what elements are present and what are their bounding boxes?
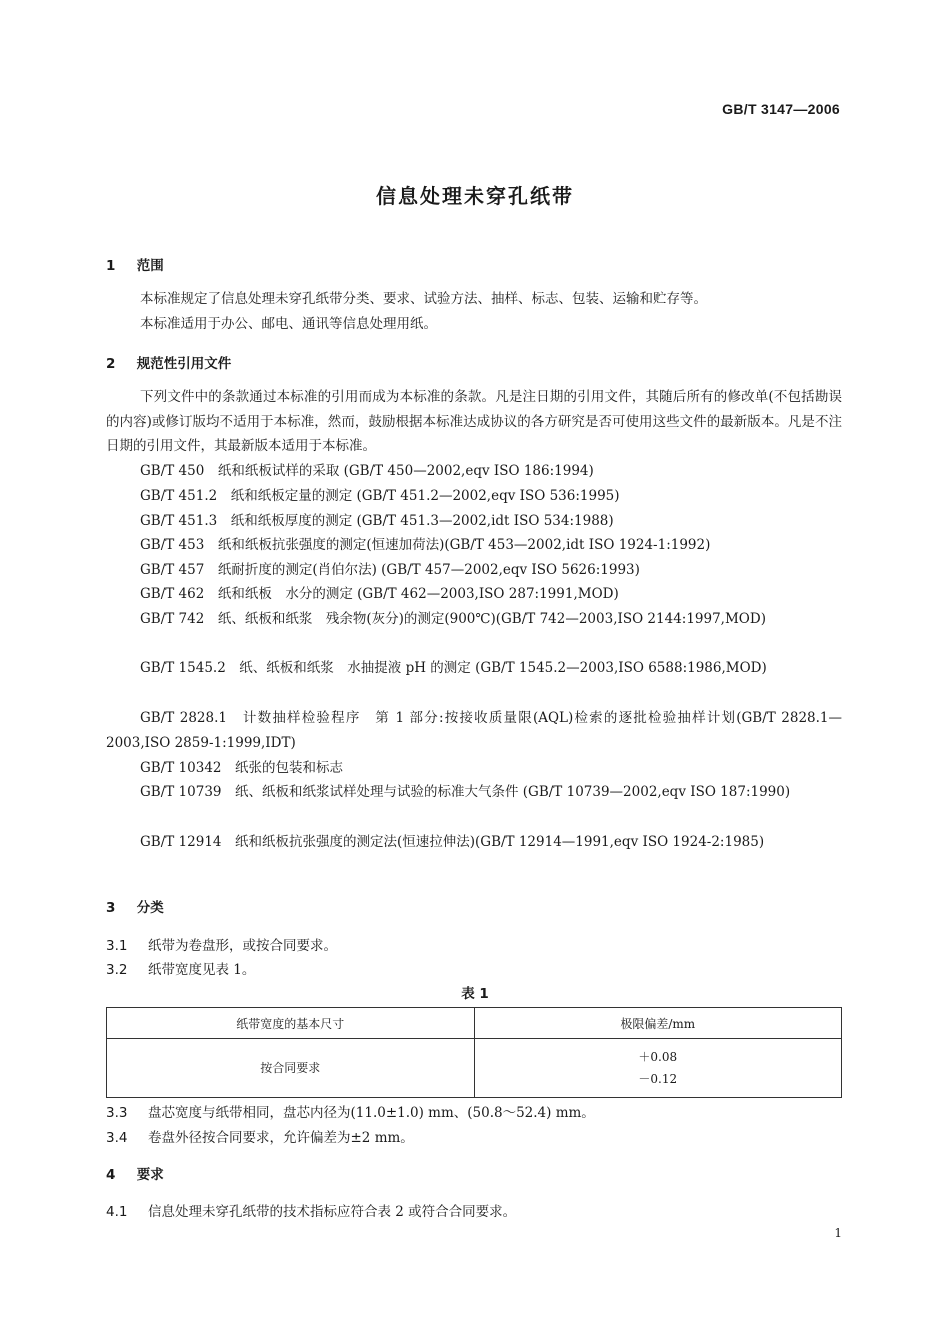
reference-item: GB/T 10342 纸张的包装和标志 bbox=[140, 760, 343, 776]
tolerance-minus: －0.12 bbox=[638, 1072, 678, 1086]
clause-text: 卷盘外径按合同要求，允许偏差为±2 mm。 bbox=[148, 1130, 414, 1146]
page-number: 1 bbox=[834, 1226, 842, 1240]
reference-item: GB/T 451.2 纸和纸板定量的测定 (GB/T 451.2—2002,eqv ISO 536:1995) bbox=[140, 488, 620, 504]
reference-item: GB/T 451.3 纸和纸板厚度的测定 (GB/T 451.3—2002,idt ISO 534:1988) bbox=[140, 513, 614, 529]
section-title: 要求 bbox=[136, 1167, 164, 1183]
clause-number: 3.3 bbox=[106, 1105, 128, 1121]
clause bbox=[106, 1101, 595, 1121]
reference-item: GB/T 462 纸和纸板 水分的测定 (GB/T 462—2003,ISO 287:1991,MOD) bbox=[140, 586, 619, 602]
section-heading-normative-references bbox=[106, 352, 231, 372]
table-1 bbox=[106, 1007, 842, 1098]
table-cell: 按合同要求 bbox=[107, 1039, 475, 1098]
clause bbox=[106, 1126, 414, 1146]
table-header-row bbox=[107, 1008, 842, 1039]
clause-number: 3.4 bbox=[106, 1130, 128, 1146]
section-number: 1 bbox=[106, 258, 116, 274]
table-row bbox=[107, 1039, 842, 1098]
table-cell-tolerance bbox=[474, 1039, 842, 1098]
reference-item: GB/T 457 纸耐折度的测定(肖伯尔法) (GB/T 457—2002,eqv ISO 5626:1993) bbox=[140, 562, 640, 578]
clause-number: 3.2 bbox=[106, 962, 128, 978]
clause-text: 纸带宽度见表 1。 bbox=[148, 962, 256, 978]
clause-number: 4.1 bbox=[106, 1204, 128, 1220]
reference-item: GB/T 742 纸、纸板和纸浆 残余物(灰分)的测定(900℃)(GB/T 742—2003,ISO 2144:1997,MOD) bbox=[140, 611, 766, 627]
table-header-cell: 纸带宽度的基本尺寸 bbox=[107, 1008, 475, 1039]
section-title: 规范性引用文件 bbox=[136, 356, 232, 372]
paragraph: 本标准规定了信息处理未穿孔纸带分类、要求、试验方法、抽样、标志、包装、运输和贮存等。 bbox=[140, 291, 707, 307]
reference-item: GB/T 453 纸和纸板抗张强度的测定(恒速加荷法)(GB/T 453—2002,idt ISO 1924-1:1992) bbox=[140, 537, 711, 553]
section-heading-scope bbox=[106, 254, 164, 274]
reference-item: GB/T 2828.1 计数抽样检验程序 第 1 部分:按接收质量限(AQL)检索的逐批检验抽样计划(GB/T 2828.1—2003,ISO 2859-1:1999,IDT) bbox=[106, 710, 842, 751]
standard-code: GB/T 3147—2006 bbox=[722, 101, 840, 117]
paragraph: 本标准适用于办公、邮电、通讯等信息处理用纸。 bbox=[140, 316, 437, 332]
reference-item: GB/T 450 纸和纸板试样的采取 (GB/T 450—2002,eqv ISO 186:1994) bbox=[140, 463, 594, 479]
clause-text: 信息处理未穿孔纸带的技术指标应符合表 2 或符合合同要求。 bbox=[148, 1204, 517, 1220]
section-title: 范围 bbox=[136, 258, 164, 274]
clause bbox=[106, 1200, 516, 1220]
clause-text: 纸带为卷盘形，或按合同要求。 bbox=[148, 938, 337, 954]
clause-text: 盘芯宽度与纸带相同，盘芯内径为(11.0±1.0) mm、(50.8～52.4) mm。 bbox=[148, 1105, 595, 1121]
table-caption: 表 1 bbox=[461, 986, 489, 1002]
section-title: 分类 bbox=[136, 900, 164, 916]
paragraph: 下列文件中的条款通过本标准的引用而成为本标准的条款。凡是注日期的引用文件，其随后所有的修改单(不包括勘误的内容)或修订版均不适用于本标准，然而，鼓励根据本标准达成协议的各方研究是否可使用这些文件的最新版本。凡是不注日期的引用文件，其最新版本适用于本标准。 bbox=[106, 389, 842, 454]
reference-item: GB/T 12914 纸和纸板抗张强度的测定法(恒速拉伸法)(GB/T 12914—1991,eqv ISO 1924-2:1985) bbox=[140, 834, 765, 850]
page-title: 信息处理未穿孔纸带 bbox=[376, 184, 574, 208]
clause bbox=[106, 958, 255, 978]
clause bbox=[106, 934, 337, 954]
section-number: 3 bbox=[106, 900, 116, 916]
clause-number: 3.1 bbox=[106, 938, 128, 954]
table-header-cell: 极限偏差/mm bbox=[474, 1008, 842, 1039]
section-heading-requirements bbox=[106, 1163, 164, 1183]
section-heading-classification bbox=[106, 896, 164, 916]
section-number: 4 bbox=[106, 1167, 116, 1183]
reference-item: GB/T 10739 纸、纸板和纸浆试样处理与试验的标准大气条件 (GB/T 10739—2002,eqv ISO 187:1990) bbox=[140, 784, 791, 800]
reference-item: GB/T 1545.2 纸、纸板和纸浆 水抽提液 pH 的测定 (GB/T 1545.2—2003,ISO 6588:1986,MOD) bbox=[140, 660, 767, 676]
section-number: 2 bbox=[106, 356, 116, 372]
tolerance-plus: ＋0.08 bbox=[638, 1050, 678, 1064]
